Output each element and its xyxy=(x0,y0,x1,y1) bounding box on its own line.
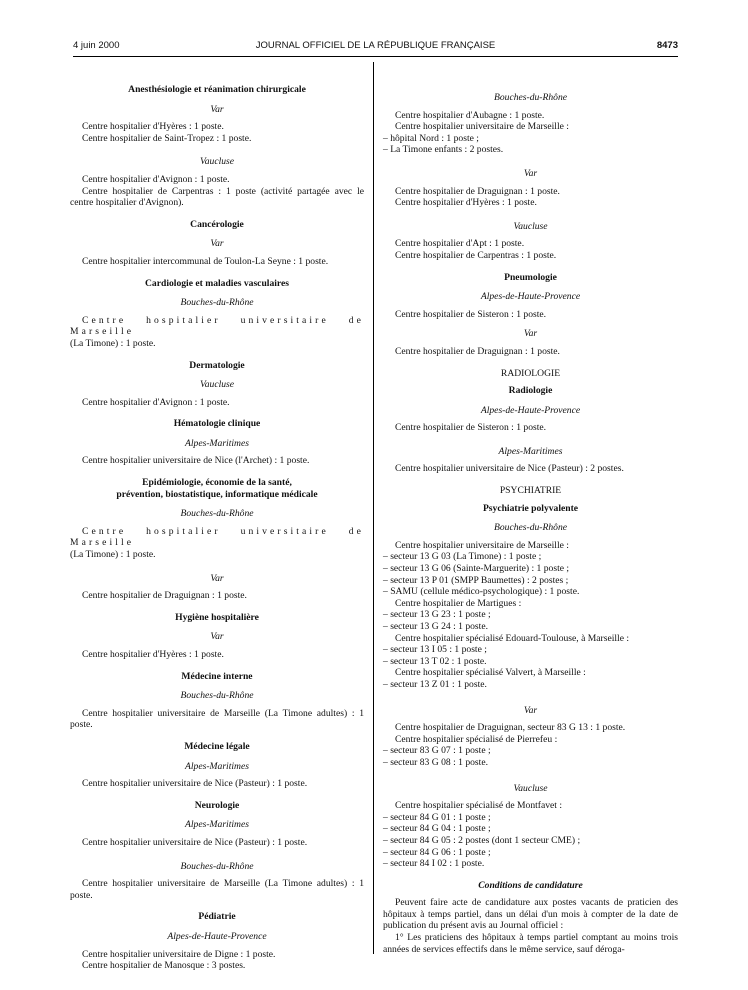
section-title: Epidémiologie, économie de la santé, xyxy=(142,477,292,489)
post-line: Centre hospitalier de Carpentras : 1 poste. xyxy=(395,249,557,261)
post-line: Centre hospitalier universitaire de Nice (Pasteur) : 2 postes. xyxy=(395,463,624,475)
post-line: Centre hospitalier d'Hyères : 1 poste. xyxy=(395,197,537,209)
department-heading: Var xyxy=(210,238,224,250)
list-item: – secteur 13 G 24 : 1 poste. xyxy=(383,621,488,632)
list-item: – secteur 84 G 04 : 1 poste ; xyxy=(383,823,491,835)
section-title: prévention, biostatistique, informatique médicale xyxy=(116,488,318,500)
department-heading: Alpes-de-Haute-Provence xyxy=(480,404,581,416)
post-line: Centre hospitalier d'Hyères : 1 poste. xyxy=(82,649,224,660)
section-title: Dermatologie xyxy=(189,359,245,371)
section-title: Hématologie clinique xyxy=(173,418,261,430)
section-title: Hygiène hospitalière xyxy=(175,611,259,623)
department-heading: Var xyxy=(210,631,224,643)
section-title: Pneumologie xyxy=(504,271,557,283)
department-heading: Bouches-du-Rhône xyxy=(180,508,254,520)
post-line: (La Timone) : 1 poste. xyxy=(70,549,156,561)
list-item: – secteur 13 G 03 (La Timone) : 1 poste ; xyxy=(383,551,542,563)
post-line: Centre hospitalier universitaire de Marseille xyxy=(70,525,364,549)
department-heading: Var xyxy=(210,572,224,584)
post-line: Centre hospitalier d'Apt : 1 poste. xyxy=(395,238,525,250)
paragraph: Peuvent faire acte de candidature aux postes vacants de praticien des hôpitaux à temps partiel, dans un délai d'un mois à compter de la date de publication du présent avis au Journal officiel : xyxy=(383,897,678,932)
department-heading: Vaucluse xyxy=(513,220,548,232)
list-item: – secteur 84 G 05 : 2 postes (dont 1 secteur CME) ; xyxy=(383,834,581,846)
header-title: JOURNAL OFFICIEL DE LA RÉPUBLIQUE FRANÇAISE xyxy=(255,40,496,51)
post-line: Centre hospitalier de Carpentras : 1 poste (activité partagée avec le centre hospitalier d'Avignon). xyxy=(70,185,364,209)
department-heading: Var xyxy=(523,704,538,716)
post-line: Centre hospitalier intercommunal de Toulon-La Seyne : 1 poste. xyxy=(82,255,329,267)
post-line: Centre hospitalier universitaire de Digne : 1 poste. xyxy=(82,948,276,960)
post-line: Centre hospitalier universitaire de Nice (l'Archet) : 1 poste. xyxy=(82,455,310,467)
list-item: – hôpital Nord : 1 poste ; xyxy=(383,132,479,144)
department-heading: Bouches-du-Rhône xyxy=(180,297,254,309)
list-item: – secteur 83 G 08 : 1 poste. xyxy=(383,756,488,768)
category-title: PSYCHIATRIE xyxy=(499,485,562,497)
post-line: Centre hospitalier spécialisé Edouard-Toulouse, à Marseille : xyxy=(395,632,630,644)
department-heading: Bouches-du-Rhône xyxy=(494,92,567,103)
department-heading: Vaucluse xyxy=(199,379,235,391)
section-title: Cardiologie et maladies vasculaires xyxy=(145,277,289,289)
section-title: Anesthésiologie et réanimation chirurgicale xyxy=(128,84,306,95)
list-item: – secteur 13 G 06 (Sainte-Marguerite) : 1 poste ; xyxy=(383,563,570,575)
list-item: – secteur 13 Z 01 : 1 poste. xyxy=(383,678,487,690)
section-title: Radiologie xyxy=(508,385,553,397)
post-line: Centre hospitalier spécialisé de Pierrefeu : xyxy=(395,733,558,745)
post-line: Centre hospitalier d'Aubagne : 1 poste. xyxy=(395,109,545,121)
post-line: Centre hospitalier universitaire de Marseille (La Timone adultes) : 1 poste. xyxy=(70,707,364,731)
post-line: Centre hospitalier de Draguignan, secteur 83 G 13 : 1 poste. xyxy=(395,722,626,734)
post-line: Centre hospitalier de Draguignan : 1 poste. xyxy=(82,590,247,602)
section-title: Conditions de candidature xyxy=(478,879,583,891)
post-line: Centre hospitalier d'Hyères : 1 poste. xyxy=(82,121,224,133)
department-heading: Alpes-de-Haute-Provence xyxy=(480,291,581,303)
post-line: Centre hospitalier universitaire de Marseille : xyxy=(395,121,569,133)
post-line: Centre hospitalier de Draguignan : 1 poste. xyxy=(395,345,560,357)
list-item: – secteur 13 I 05 : 1 poste ; xyxy=(383,644,487,656)
post-line: Centre hospitalier de Martigues : xyxy=(395,597,522,609)
list-item: – secteur 13 P 01 (SMPP Baumettes) : 2 postes ; xyxy=(383,574,569,586)
left-column xyxy=(70,84,364,972)
category-title: RADIOLOGIE xyxy=(500,367,561,379)
post-line: Centre hospitalier spécialisé de Montfavet : xyxy=(395,800,563,812)
header-date: 4 juin 2000 xyxy=(73,40,120,51)
post-line: Centre hospitalier de Saint-Tropez : 1 poste. xyxy=(82,132,252,144)
list-item: – La Timone enfants : 2 postes. xyxy=(383,144,504,156)
column-divider xyxy=(373,62,374,954)
post-line: Centre hospitalier universitaire de Nice (Pasteur) : 1 poste. xyxy=(82,778,308,790)
post-line: Centre hospitalier d'Avignon : 1 poste. xyxy=(82,396,230,408)
department-heading: Bouches-du-Rhône xyxy=(494,522,567,534)
paragraph: 1° Les praticiens des hôpitaux à temps partiel comptant au moins trois années de services effectifs dans le même service, sauf déroga- xyxy=(383,932,678,955)
post-line: Centre hospitalier de Manosque : 3 postes. xyxy=(82,960,246,972)
post-line: Centre hospitalier de Sisteron : 1 poste. xyxy=(395,422,547,434)
post-line: Centre hospitalier de Sisteron : 1 poste. xyxy=(395,308,547,320)
list-item: – secteur 84 I 02 : 1 poste. xyxy=(383,858,485,870)
department-heading: Var xyxy=(210,103,224,115)
list-item: – secteur 83 G 07 : 1 poste ; xyxy=(383,745,491,757)
post-line: Centre hospitalier de Draguignan : 1 poste. xyxy=(395,185,560,197)
department-heading: Alpes-de-Haute-Provence xyxy=(167,930,267,942)
post-line: Centre hospitalier universitaire de Marseille xyxy=(70,314,364,338)
post-line: Centre hospitalier universitaire de Marseille (La Timone adultes) : 1 poste. xyxy=(70,878,364,901)
section-title: Neurologie xyxy=(194,799,240,811)
page-number: 8473 xyxy=(656,40,678,51)
post-line: Centre hospitalier universitaire de Marseille : xyxy=(395,539,569,551)
list-item: – secteur 84 G 01 : 1 poste ; xyxy=(383,811,491,823)
department-heading: Bouches-du-Rhône xyxy=(180,860,254,872)
list-item: – SAMU (cellule médico-psychologique) : 1 poste. xyxy=(383,586,580,598)
post-line: Centre hospitalier universitaire de Nice (Pasteur) : 1 poste. xyxy=(82,836,308,848)
section-title: Pédiatrie xyxy=(198,911,236,923)
department-heading: Var xyxy=(523,167,538,179)
department-heading: Vaucluse xyxy=(513,782,548,794)
section-title: Médecine légale xyxy=(184,740,250,752)
page-header xyxy=(73,40,678,54)
post-line: Centre hospitalier spécialisé Valvert, à Marseille : xyxy=(395,667,586,679)
department-heading: Alpes-Maritimes xyxy=(185,437,249,449)
department-heading: Alpes-Maritimes xyxy=(185,819,249,831)
department-heading: Alpes-Maritimes xyxy=(185,760,249,772)
department-heading: Alpes-Maritimes xyxy=(498,445,563,457)
post-line: Centre hospitalier d'Avignon : 1 poste. xyxy=(82,173,230,185)
post-line: (La Timone) : 1 poste. xyxy=(70,337,156,349)
right-column xyxy=(383,92,678,955)
list-item: – secteur 13 T 02 : 1 poste. xyxy=(383,655,487,667)
section-title: Médecine interne xyxy=(181,670,253,682)
section-title: Psychiatrie polyvalente xyxy=(482,502,579,514)
list-item: – secteur 84 G 06 : 1 poste ; xyxy=(383,846,491,858)
department-heading: Var xyxy=(523,328,538,340)
header-rule xyxy=(73,56,678,57)
list-item: – secteur 13 G 23 : 1 poste ; xyxy=(383,609,491,621)
department-heading: Bouches-du-Rhône xyxy=(180,690,254,702)
section-title: Cancérologie xyxy=(190,218,244,230)
department-heading: Vaucluse xyxy=(199,156,235,168)
